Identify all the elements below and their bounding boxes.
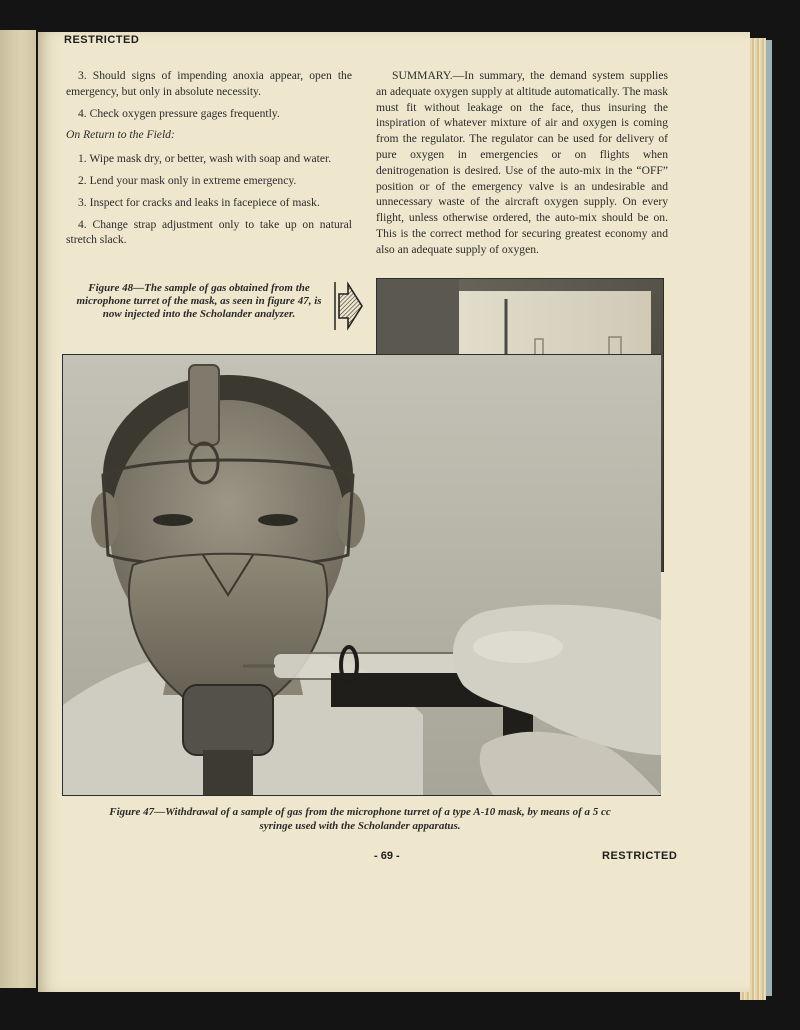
right-text-column [376,68,668,264]
pointer-arrow-icon [330,278,364,334]
instruction-item: 3. Should signs of impending anoxia appear, open the emergency, but only in absolute necessity. [66,69,352,98]
figure-48-caption: Figure 48—The sample of gas obtained from the microphone turret of the mask, as seen in figure 47, is now injected into the Scholander analyzer. [76,282,322,320]
instruction-item: 3. Inspect for cracks and leaks in facepiece of mask. [78,195,320,209]
page-number: - 69 - [374,850,400,862]
instruction-item: 4. Check oxygen pressure gages frequently. [78,106,280,120]
instruction-item: 2. Lend your mask only in extreme emergency. [78,173,297,187]
summary-paragraph: SUMMARY.—In summary, the demand system supplies an adequate oxygen supply at altitude automatically. The mask must fit without leakage on the face, thus insuring the inspiration of whatever mixture of air and oxygen is coming from the regulator. The regulator can be used for delivery of pure oxygen in emergencies or on flights when denitrogenation is desired. Use of the auto-mix in the “OFF” position or of the emergency valve is an undesirable and unnecessary waste of the aircraft oxygen supply. On every flight, unless otherwise ordered, the auto-mix should be on. This is the correct method for securing greatest economy and also an adequate supply of oxygen. [376,69,668,256]
left-text-column [66,68,352,254]
instruction-item: 4. Change strap adjustment only to take up on natural stretch slack. [66,217,352,247]
figure-47-photo [62,354,661,796]
figure-47-caption: Figure 47—Withdrawal of a sample of gas from the microphone turret of a type A-10 mask, by means of a 5 cc syringe used with the Scholander apparatus. [109,806,611,832]
header-restricted-label: RESTRICTED [64,34,140,46]
instruction-item: 1. Wipe mask dry, or better, wash with soap and water. [78,152,332,166]
facing-page-edge [0,30,36,988]
footer-restricted-label: RESTRICTED [602,850,678,862]
book-cover-edge [766,40,772,996]
section-subheading: On Return to the Field: [66,128,175,142]
